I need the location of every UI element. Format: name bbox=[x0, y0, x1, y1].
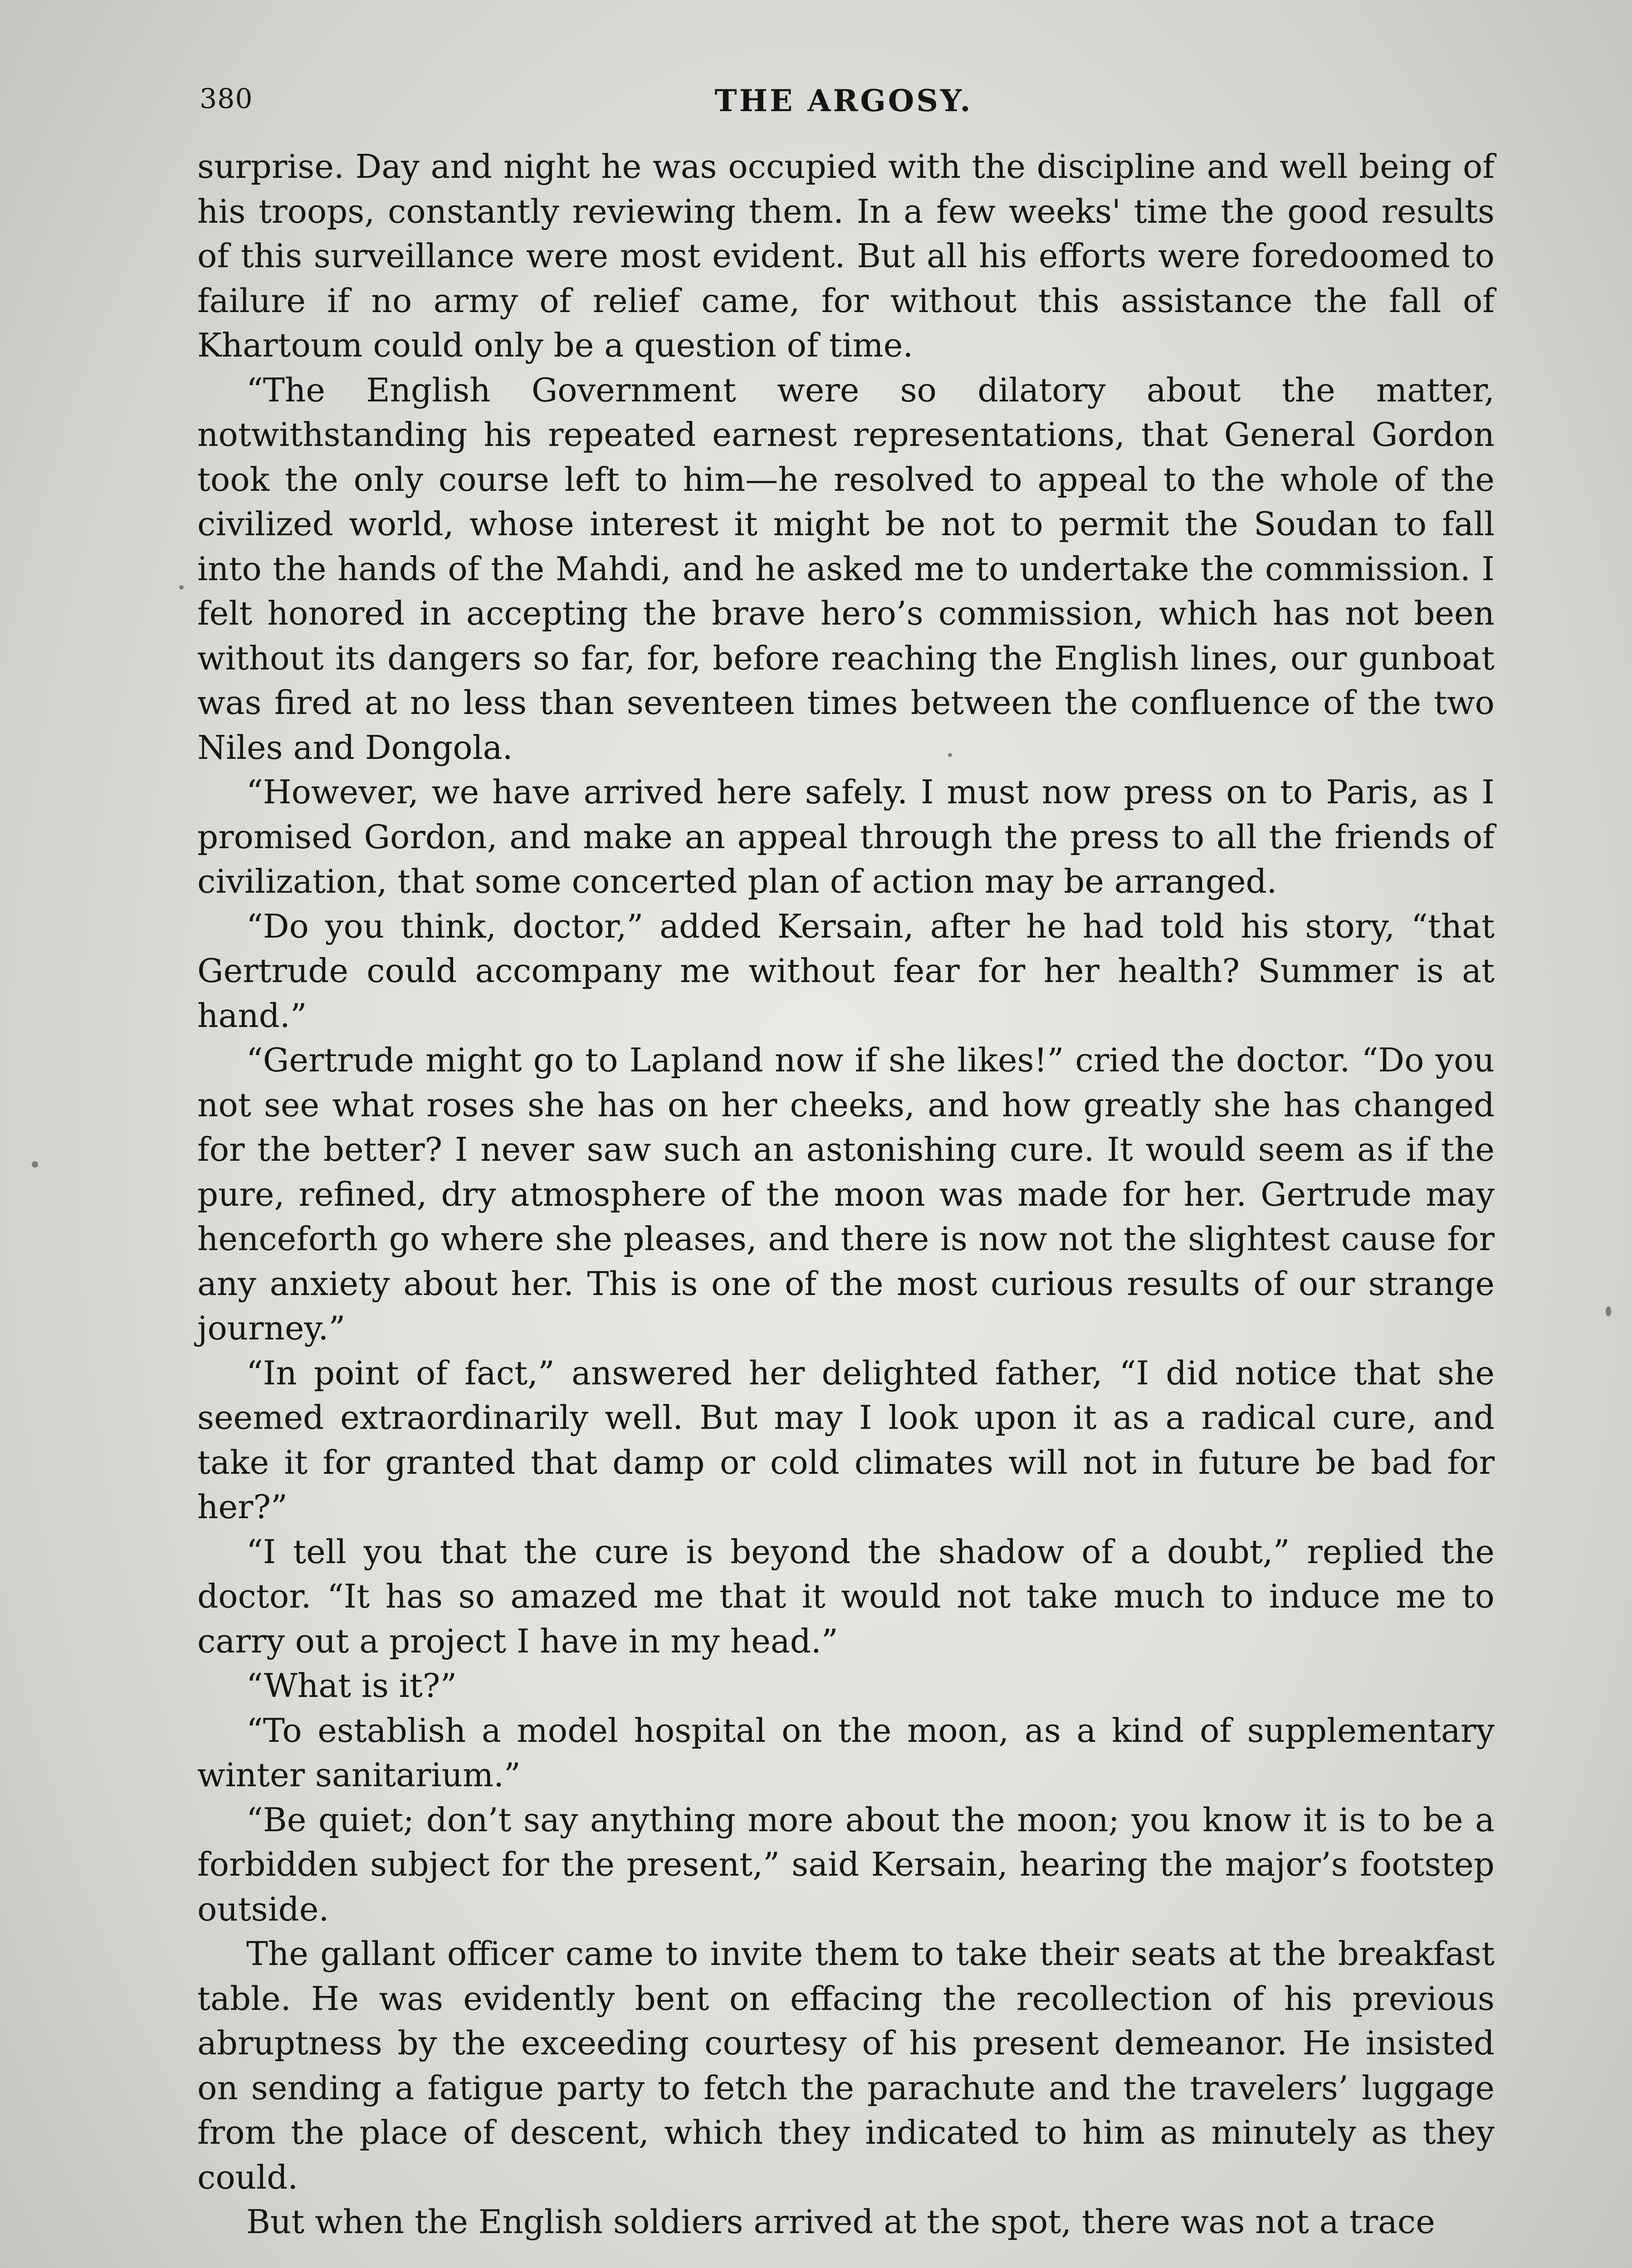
paragraph: “The English Government were so dilatory about the matter, notwithstanding his repeated earnest representations, that General Gordon took the only course left to him—he resolved to appeal to the whole of the civilized world, whose interest it might be not to permit the Soudan to fall into the hands of the Mahdi, and he asked me to undertake the commission. I felt honored in accepting the brave hero’s commission, which has not been without its dangers so far, for, before reaching the English lines, our gunboat was fired at no less than seventeen times between the confluence of the two Niles and Dongola. bbox=[197, 371, 1495, 767]
paragraph: “In point of fact,” answered her delighted father, “I did notice that she seemed extraordinarily well. But may I look upon it as a radical cure, and take it for granted that damp or cold climates will not in future be bad for her?” bbox=[197, 1354, 1495, 1526]
article-body bbox=[197, 144, 1495, 2244]
paragraph: “To establish a model hospital on the moon, as a kind of supplementary winter sanitarium.” bbox=[197, 1711, 1495, 1794]
paragraph: surprise. Day and night he was occupied with the discipline and well being of his troops, constantly reviewing them. In a few weeks' time the good results of this surveillance were most evident. But all his efforts were foredoomed to failure if no army of relief came, for without this assistance the fall of Khartoum could only be a question of time. bbox=[197, 147, 1495, 364]
paragraph: “I tell you that the cure is beyond the shadow of a doubt,” replied the doctor. “It has so amazed me that it would not take much to induce me to carry out a project I have in my head.” bbox=[197, 1532, 1495, 1660]
page-header bbox=[200, 75, 1488, 125]
paragraph: The gallant officer came to invite them to take their seats at the breakfast table. He was evidently bent on effacing the recollection of his previous abruptness by the exceeding courtesy of his present demeanor. He insisted on sending a fatigue party to fetch the parachute and the travelers’ luggage from the place of descent, which they indicated to him as minutely as they could. bbox=[197, 1935, 1495, 2196]
paragraph: “Gertrude might go to Lapland now if she likes!” cried the doctor. “Do you not see what roses she has on her cheeks, and how greatly she has changed for the better? I never saw such an astonishing cure. It would seem as if the pure, refined, dry atmosphere of the moon was made for her. Gertrude may henceforth go where she pleases, and there is now not the slightest cause for any anxiety about her. This is one of the most curious results of our strange journey.” bbox=[197, 1041, 1495, 1347]
paragraph: “However, we have arrived here safely. I must now press on to Paris, as I promised Gordon, and make an appeal through the press to all the friends of civilization, that some concerted plan of action may be arranged. bbox=[197, 773, 1495, 900]
paragraph: “Do you think, doctor,” added Kersain, after he had told his story, “that Gertrude could accompany me without fear for her health? Summer is at hand.” bbox=[197, 907, 1495, 1035]
paragraph: “What is it?” bbox=[246, 1667, 457, 1705]
paragraph: But when the English soldiers arrived at the spot, there was not a trace bbox=[246, 2203, 1435, 2241]
print-speck bbox=[179, 585, 184, 590]
print-speck bbox=[948, 753, 952, 757]
running-title: THE ARGOSY. bbox=[714, 83, 973, 118]
print-speck bbox=[1606, 1306, 1611, 1316]
page-number: 380 bbox=[200, 83, 253, 115]
print-speck bbox=[32, 1161, 38, 1168]
paragraph: “Be quiet; don’t say anything more about the moon; you know it is to be a forbidden subject for the present,” said Kersain, hearing the major’s footstep outside. bbox=[197, 1800, 1495, 1928]
